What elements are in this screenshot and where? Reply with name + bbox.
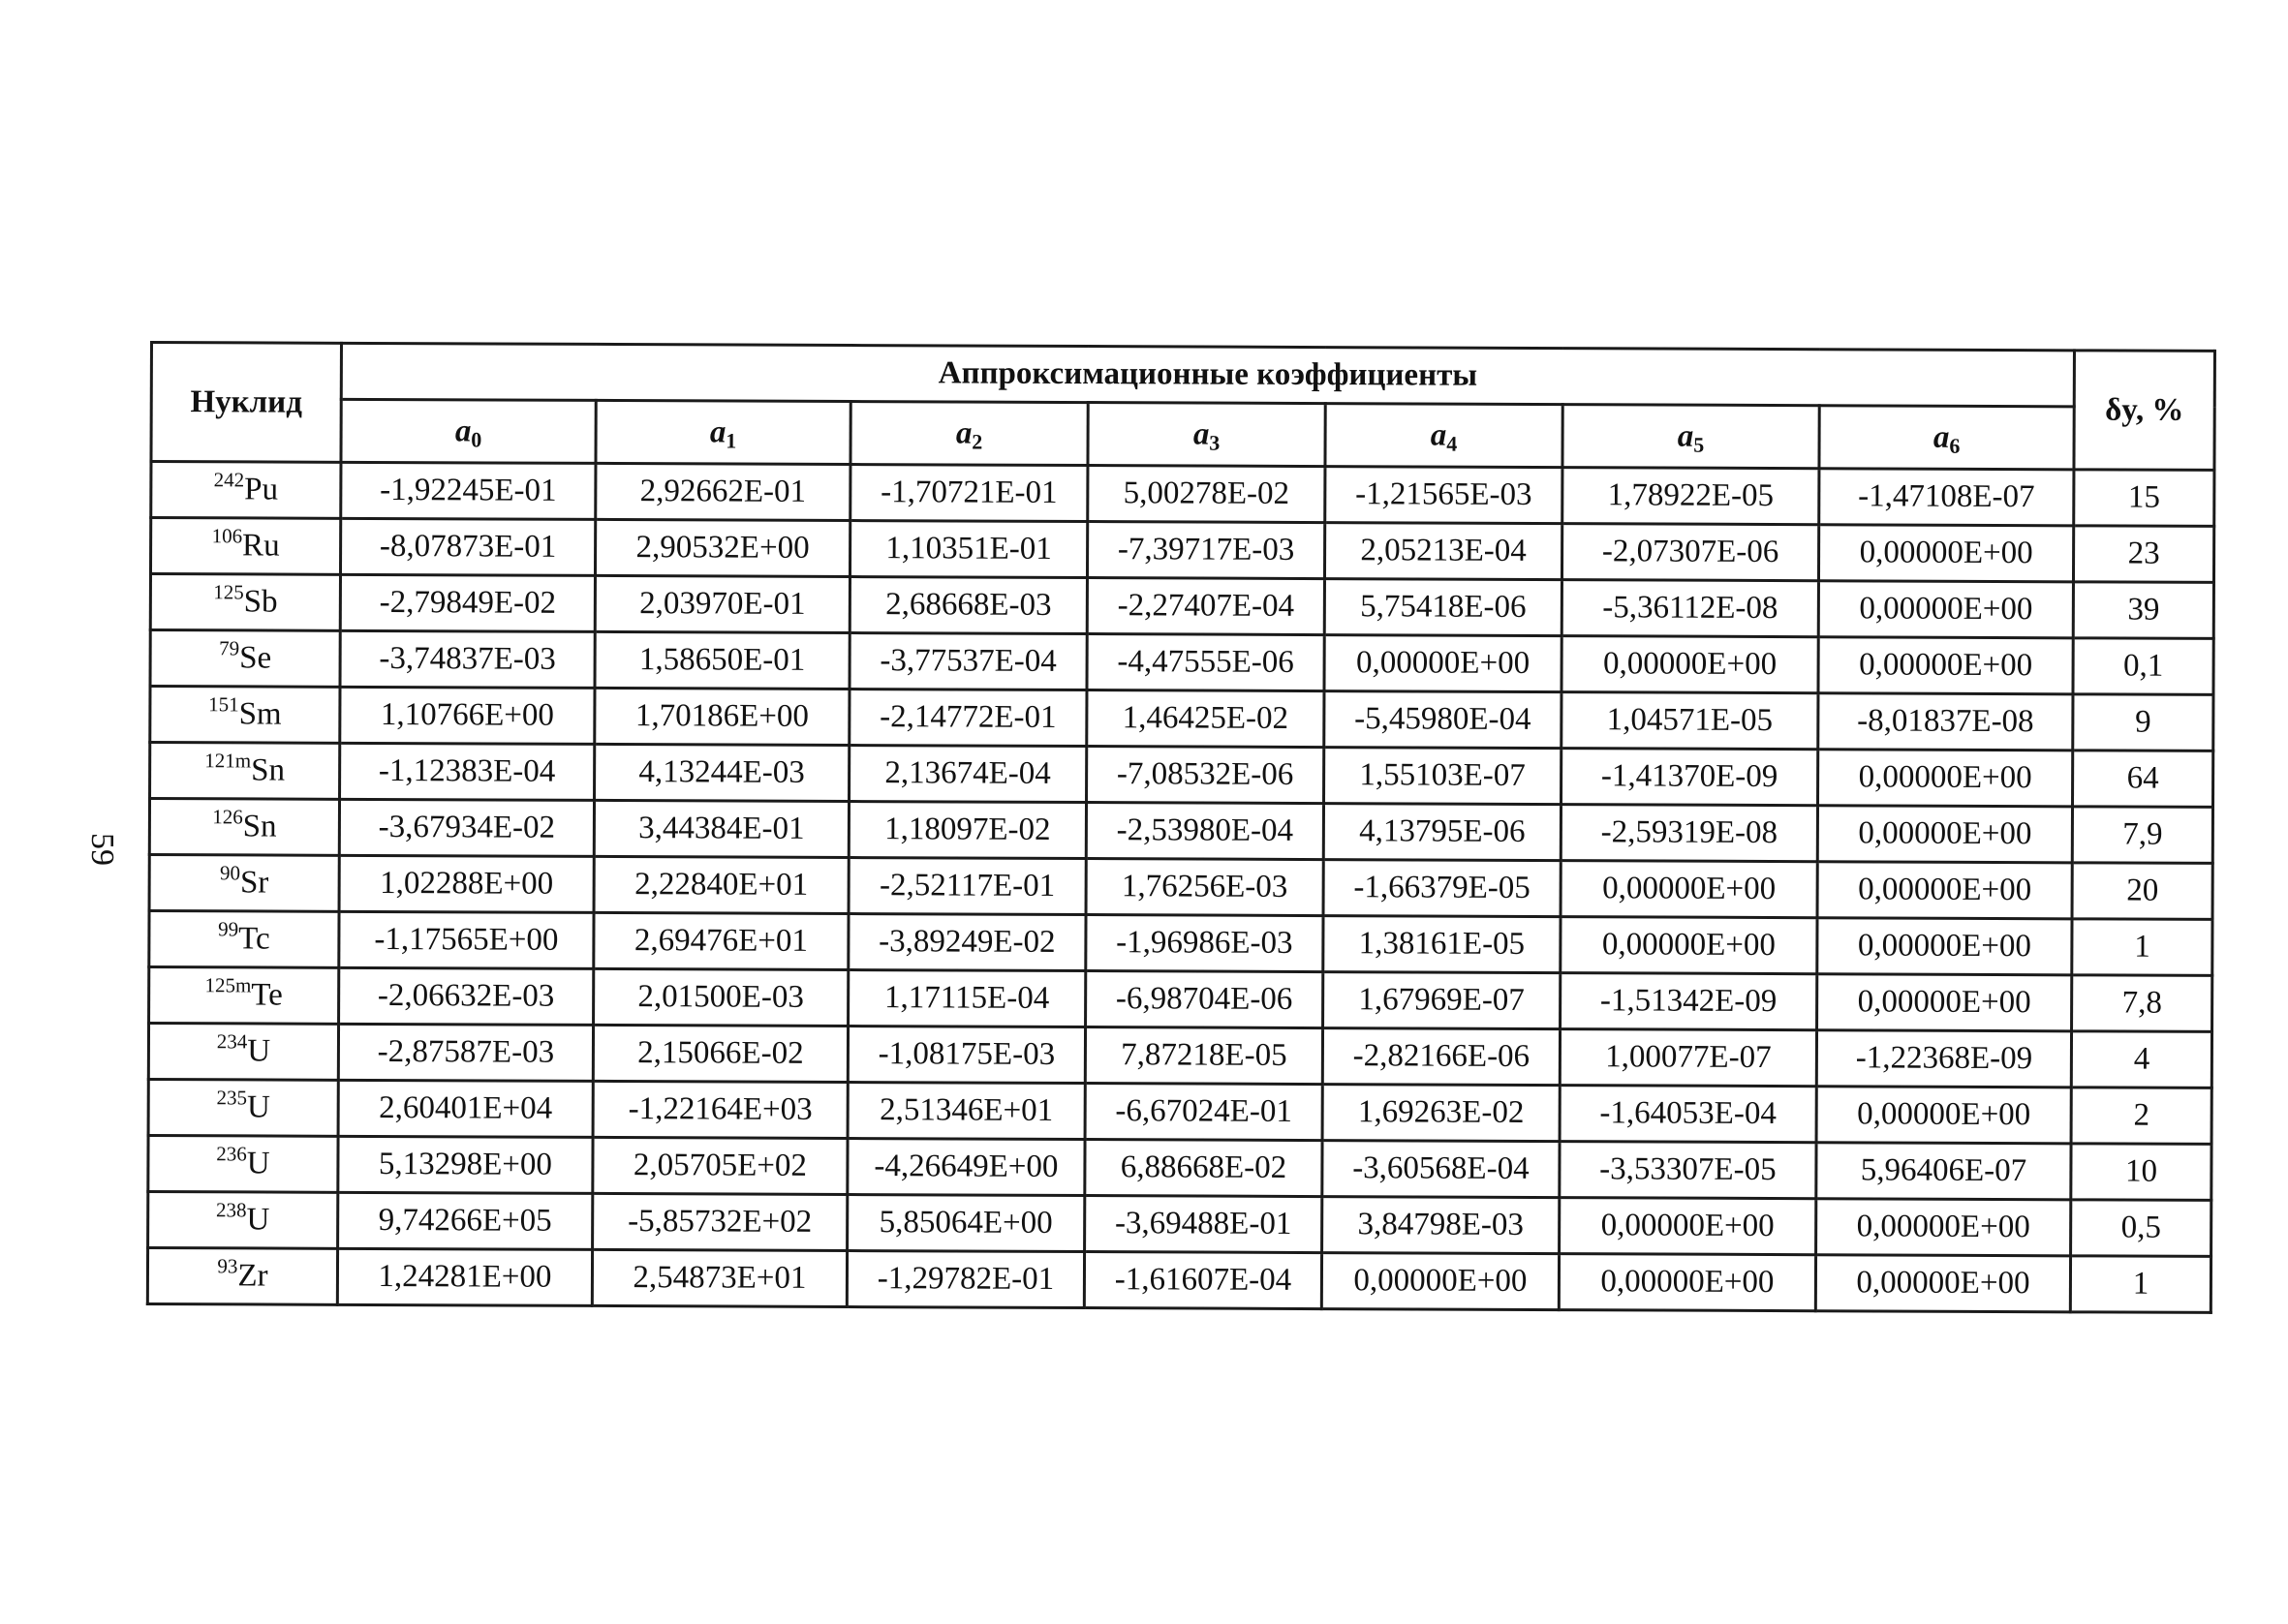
coefficient-a2-cell: 2,13674E-04 (850, 746, 1087, 803)
coefficient-a3-cell: -1,96986E-03 (1086, 915, 1323, 972)
coef-header-letter: a (1430, 417, 1447, 453)
coefficient-a5-cell: -2,07307E-06 (1561, 524, 1818, 581)
coefficient-a5-cell: 0,00000E+00 (1560, 1198, 1816, 1255)
coefficient-a0-cell: -2,79849E-02 (340, 574, 595, 631)
table-row (150, 630, 2213, 695)
coef-header-index: 2 (972, 429, 983, 454)
coefficient-a6-cell: 0,00000E+00 (1817, 862, 2072, 919)
coefficient-a1-cell: 2,03970E-01 (595, 575, 850, 632)
error-percent-cell: 0,1 (2073, 638, 2213, 695)
coef-header-a4 (1325, 404, 1562, 468)
coef-header-index: 3 (1209, 430, 1221, 455)
coefficient-a3-cell: -7,08532E-06 (1087, 747, 1324, 804)
nuclide-cell (148, 1135, 338, 1192)
error-percent-cell: 2 (2071, 1088, 2211, 1145)
coef-header-letter: a (1932, 419, 1950, 455)
nuclide-element: U (246, 1089, 270, 1125)
coefficient-a4-cell: 2,05213E-04 (1324, 523, 1561, 580)
coefficient-a2-cell: -4,26649E+00 (848, 1139, 1085, 1196)
nuclide-cell (148, 1079, 338, 1136)
table-row (148, 1079, 2211, 1144)
nuclide-cell (149, 855, 339, 912)
nuclide-mass-number: 234 (216, 1029, 248, 1054)
nuclide-cell (150, 574, 340, 631)
coefficient-a3-cell: 7,87218E-05 (1085, 1027, 1322, 1085)
nuclide-cell (148, 1024, 338, 1081)
coefficient-a4-cell: 5,75418E-06 (1324, 579, 1561, 636)
nuclide-element: Zr (237, 1258, 268, 1294)
coefficient-a1-cell: 2,15066E-02 (593, 1025, 848, 1082)
coef-header-index: 5 (1693, 432, 1705, 457)
coefficient-a0-cell: -1,12383E-04 (340, 743, 595, 800)
nuclide-cell (149, 967, 339, 1025)
coefficient-a6-cell: 0,00000E+00 (1816, 1199, 2071, 1256)
error-column-header: δy, % (2074, 351, 2215, 471)
table-row (149, 855, 2212, 920)
table-row (150, 574, 2213, 639)
error-percent-cell: 0,5 (2071, 1200, 2211, 1257)
coefficient-a1-cell: 4,13244E-03 (595, 744, 850, 801)
coefficient-a6-cell: -1,22368E-09 (1816, 1030, 2071, 1088)
nuclide-element: Te (251, 977, 283, 1013)
nuclide-element: Sr (239, 865, 269, 901)
coefficient-a5-cell: 1,04571E-05 (1561, 692, 1818, 750)
nuclide-element: U (247, 1033, 271, 1069)
coefficient-a6-cell: 0,00000E+00 (1815, 1255, 2070, 1312)
nuclide-mass-number: 125 (213, 580, 244, 604)
coefficient-a5-cell: -1,64053E-04 (1560, 1086, 1816, 1143)
coefficients-group-header: Аппроксимационные коэффициенты (341, 343, 2074, 406)
coefficient-a0-cell: 1,02288E+00 (339, 855, 594, 912)
nuclide-element: Sn (251, 752, 286, 788)
coefficient-a4-cell: 1,69263E-02 (1322, 1085, 1560, 1142)
coefficient-a1-cell: 2,90532E+00 (595, 519, 850, 576)
coefficient-a0-cell: -2,06632E-03 (339, 967, 594, 1025)
table-row (148, 1024, 2211, 1088)
nuclide-mass-number: 242 (213, 468, 245, 492)
nuclide-cell (149, 799, 339, 856)
page-number: 59 (84, 833, 120, 866)
nuclide-mass-number: 121m (204, 749, 252, 773)
coefficient-a6-cell: 0,00000E+00 (1817, 806, 2072, 863)
coefficient-a4-cell: 1,55103E-07 (1324, 748, 1561, 805)
nuclide-element: Pu (244, 472, 279, 507)
nuclide-cell (148, 1191, 338, 1248)
nuclide-element: U (246, 1146, 270, 1181)
error-percent-cell: 4 (2071, 1031, 2211, 1088)
coefficient-a5-cell: -1,51342E-09 (1561, 973, 1817, 1030)
coef-header-index: 4 (1446, 431, 1458, 456)
coefficient-a1-cell: 2,22840E+01 (594, 856, 849, 913)
coefficient-a1-cell: 1,70186E+00 (595, 688, 850, 745)
coefficient-a2-cell: -2,52117E-01 (849, 858, 1086, 915)
coefficient-a4-cell: 1,67969E-07 (1323, 972, 1561, 1029)
coefficient-a3-cell: -3,69488E-01 (1085, 1196, 1322, 1253)
nuclide-mass-number: 151 (208, 692, 239, 717)
coefficient-a6-cell: 0,00000E+00 (1818, 581, 2073, 638)
coefficient-a1-cell: 2,92662E-01 (596, 463, 850, 520)
coefficient-a5-cell: -1,41370E-09 (1561, 749, 1818, 806)
table-row (150, 518, 2213, 583)
coefficient-a2-cell: -1,70721E-01 (850, 465, 1088, 522)
coefficient-a6-cell: -1,47108E-07 (1819, 469, 2074, 526)
nuclide-cell (147, 1247, 337, 1304)
coefficient-a2-cell: -2,14772E-01 (850, 689, 1087, 747)
error-percent-cell: 23 (2074, 526, 2214, 583)
coef-header-a1 (596, 400, 850, 464)
table-row (148, 1191, 2211, 1256)
coefficient-a0-cell: -3,67934E-02 (339, 799, 594, 856)
table-row (150, 743, 2213, 808)
coefficient-a4-cell: 0,00000E+00 (1321, 1253, 1559, 1310)
coefficient-a6-cell: 0,00000E+00 (1818, 637, 2073, 694)
coefficient-a3-cell: -6,67024E-01 (1085, 1084, 1322, 1141)
coefficient-a0-cell: 1,10766E+00 (340, 687, 595, 744)
nuclide-cell (150, 518, 340, 575)
coefficient-a5-cell: 0,00000E+00 (1561, 636, 1818, 693)
coefficient-a4-cell: 4,13795E-06 (1323, 804, 1561, 861)
coefficient-a2-cell: 5,85064E+00 (848, 1195, 1085, 1252)
coefficient-a3-cell: -7,39717E-03 (1087, 522, 1324, 579)
coefficient-a2-cell: -1,08175E-03 (848, 1026, 1085, 1084)
nuclide-cell (150, 630, 340, 688)
coef-header-a6 (1819, 406, 2074, 470)
coefficient-a1-cell: -5,85732E+02 (593, 1193, 848, 1250)
coefficient-a0-cell: -1,17565E+00 (339, 911, 594, 968)
coefficient-a0-cell: 5,13298E+00 (338, 1136, 593, 1193)
error-percent-cell: 10 (2071, 1144, 2211, 1201)
coefficient-a5-cell: -3,53307E-05 (1560, 1142, 1816, 1199)
coefficient-a3-cell: -2,53980E-04 (1086, 803, 1323, 860)
coefficient-a6-cell: 0,00000E+00 (1817, 974, 2072, 1031)
coefficient-a5-cell: 0,00000E+00 (1561, 861, 1817, 918)
error-percent-cell: 15 (2074, 470, 2214, 527)
coef-header-index: 0 (471, 426, 482, 451)
coefficient-a5-cell: 0,00000E+00 (1559, 1254, 1815, 1311)
coefficient-a2-cell: -1,29782E-01 (847, 1251, 1084, 1308)
coef-header-letter: a (955, 414, 973, 451)
coefficient-a4-cell: -1,21565E-03 (1325, 467, 1562, 524)
table-row (149, 967, 2212, 1032)
table-row (147, 1247, 2211, 1312)
table-row (151, 462, 2214, 527)
error-percent-cell: 39 (2073, 582, 2213, 639)
coefficient-a3-cell: -4,47555E-06 (1087, 634, 1324, 691)
coefficient-a3-cell: -6,98704E-06 (1086, 971, 1323, 1028)
nuclide-cell (151, 462, 341, 519)
coefficient-a2-cell: 2,68668E-03 (850, 577, 1087, 634)
coef-header-index: 1 (726, 427, 737, 453)
coefficient-a0-cell: 2,60401E+04 (338, 1080, 593, 1137)
coefficient-a6-cell: 0,00000E+00 (1817, 918, 2072, 975)
nuclide-mass-number: 79 (219, 636, 240, 660)
coefficient-a5-cell: 0,00000E+00 (1561, 917, 1817, 974)
coef-header-index: 6 (1949, 433, 1961, 458)
nuclide-mass-number: 238 (216, 1198, 247, 1222)
nuclide-element: U (246, 1202, 270, 1238)
coefficient-a1-cell: 1,58650E-01 (595, 631, 850, 689)
coefficient-a1-cell: 2,01500E-03 (594, 968, 849, 1026)
nuclide-element: Ru (242, 528, 280, 564)
coefficient-a3-cell: -1,61607E-04 (1084, 1252, 1321, 1309)
coefficient-a3-cell: 1,46425E-02 (1087, 690, 1324, 748)
nuclide-element: Sn (242, 809, 277, 844)
coefficient-a1-cell: 2,69476E+01 (594, 912, 849, 969)
nuclide-element: Sb (243, 584, 278, 620)
error-percent-cell: 7,8 (2072, 975, 2212, 1032)
coefficient-a1-cell: 2,54873E+01 (592, 1249, 847, 1306)
coef-header-letter: a (1677, 418, 1694, 454)
coefficient-a4-cell: 3,84798E-03 (1322, 1197, 1560, 1254)
coef-header-a3 (1088, 403, 1325, 467)
coefficient-a4-cell: -5,45980E-04 (1324, 691, 1561, 749)
nuclide-mass-number: 106 (211, 524, 243, 548)
nuclide-mass-number: 93 (217, 1254, 238, 1278)
table-row (149, 911, 2212, 976)
table-row (150, 687, 2213, 751)
error-percent-cell: 20 (2072, 863, 2212, 920)
coef-header-letter: a (1192, 416, 1210, 452)
nuclide-mass-number: 99 (218, 917, 239, 941)
nuclide-element: Tc (238, 921, 270, 957)
coefficient-a6-cell: 0,00000E+00 (1818, 750, 2073, 807)
coefficient-a0-cell: -2,87587E-03 (338, 1024, 593, 1081)
coefficient-a6-cell: 5,96406E-07 (1816, 1143, 2071, 1200)
coefficient-a4-cell: 1,38161E-05 (1323, 916, 1561, 973)
coefficient-a4-cell: -3,60568E-04 (1322, 1141, 1560, 1198)
coefficient-a3-cell: -2,27407E-04 (1087, 578, 1324, 635)
nuclide-cell (150, 743, 340, 800)
coefficient-a4-cell: -1,66379E-05 (1323, 860, 1561, 917)
coef-header-a5 (1562, 405, 1819, 469)
nuclide-mass-number: 236 (216, 1142, 247, 1166)
coefficients-table (146, 341, 2216, 1314)
coefficient-a6-cell: 0,00000E+00 (1818, 525, 2073, 582)
coef-header-a2 (850, 402, 1088, 466)
coefficient-a3-cell: 6,88668E-02 (1085, 1140, 1322, 1197)
coef-header-a0 (341, 399, 596, 463)
coefficient-a2-cell: -3,89249E-02 (849, 914, 1086, 971)
table-body (147, 462, 2214, 1313)
coefficient-a1-cell: 3,44384E-01 (594, 800, 849, 857)
table-row (149, 799, 2212, 864)
error-percent-cell: 1 (2070, 1256, 2211, 1313)
coefficient-a6-cell: 0,00000E+00 (1816, 1087, 2071, 1144)
error-percent-cell: 7,9 (2072, 807, 2212, 864)
error-percent-cell: 9 (2073, 694, 2213, 751)
coef-header-letter: a (454, 413, 472, 448)
coefficient-header-row (151, 399, 2214, 471)
nuclide-mass-number: 126 (212, 805, 243, 829)
coefficient-a4-cell: -2,82166E-06 (1322, 1028, 1560, 1086)
error-percent-cell: 64 (2073, 751, 2213, 808)
coef-header-letter: a (709, 414, 727, 449)
coefficient-a2-cell: -3,77537E-04 (850, 633, 1087, 690)
nuclide-mass-number: 125m (204, 973, 252, 997)
coefficient-a0-cell: 9,74266E+05 (338, 1192, 593, 1249)
coefficient-a5-cell: 1,00077E-07 (1560, 1029, 1816, 1087)
coefficient-a5-cell: -2,59319E-08 (1561, 805, 1817, 862)
coefficient-a5-cell: -5,36112E-08 (1561, 580, 1818, 637)
nuclide-cell (149, 911, 339, 968)
coefficient-a0-cell: 1,24281E+00 (337, 1248, 592, 1305)
nuclide-mass-number: 235 (216, 1086, 248, 1110)
nuclide-element: Sm (238, 696, 282, 732)
coefficient-a3-cell: 1,76256E-03 (1086, 859, 1323, 916)
coefficient-a1-cell: -1,22164E+03 (593, 1081, 848, 1138)
coefficient-a2-cell: 1,10351E-01 (850, 521, 1087, 578)
coefficient-a5-cell: 1,78922E-05 (1562, 468, 1819, 525)
coefficient-a6-cell: -8,01837E-08 (1818, 693, 2073, 751)
coefficient-a2-cell: 1,17115E-04 (849, 970, 1086, 1027)
coefficient-a0-cell: -3,74837E-03 (340, 630, 595, 688)
coefficient-a4-cell: 0,00000E+00 (1324, 635, 1561, 692)
table-row (148, 1135, 2211, 1200)
table-header-row (151, 343, 2214, 408)
coefficient-a2-cell: 2,51346E+01 (848, 1083, 1085, 1140)
coefficient-a0-cell: -1,92245E-01 (341, 462, 596, 519)
nuclide-mass-number: 90 (219, 861, 241, 885)
coefficient-a3-cell: 5,00278E-02 (1088, 466, 1325, 523)
error-percent-cell: 1 (2072, 919, 2212, 976)
nuclide-element: Se (239, 640, 272, 676)
nuclide-column-header: Нуклид (151, 343, 342, 463)
coefficient-a1-cell: 2,05705E+02 (593, 1137, 848, 1194)
coefficient-a2-cell: 1,18097E-02 (849, 802, 1086, 859)
coefficient-a0-cell: -8,07873E-01 (340, 518, 595, 575)
nuclide-cell (150, 687, 340, 744)
